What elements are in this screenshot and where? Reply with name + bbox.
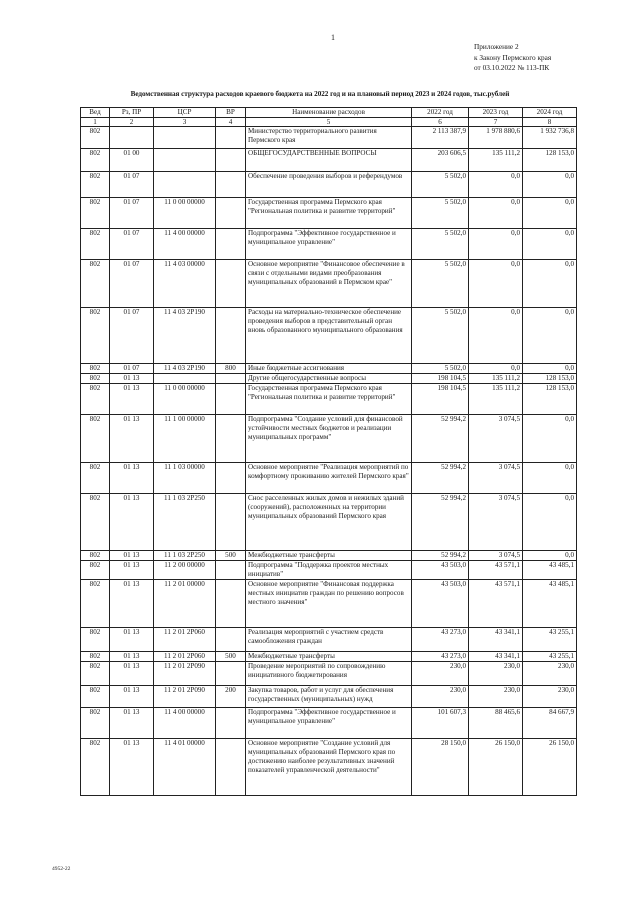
cell-2024: 0,0 xyxy=(523,415,577,463)
cell-vr xyxy=(216,149,246,172)
table-row xyxy=(81,580,577,628)
cell-csr: 11 4 00 00000 xyxy=(154,229,216,260)
cell-2023: 135 111,2 xyxy=(469,374,523,384)
cell-rz-pr: 01 13 xyxy=(110,551,154,561)
cell-rz-pr: 01 13 xyxy=(110,628,154,652)
table-row xyxy=(81,561,577,580)
cell-vr: 200 xyxy=(216,686,246,708)
cell-2024: 43 255,1 xyxy=(523,628,577,652)
cell-2024: 0,0 xyxy=(523,260,577,308)
cell-rz-pr: 01 13 xyxy=(110,652,154,662)
cell-ved: 802 xyxy=(81,463,110,494)
cell-ved: 802 xyxy=(81,708,110,739)
expenditure-table xyxy=(80,107,577,796)
cell-2024: 0,0 xyxy=(523,551,577,561)
cell-2023: 26 150,0 xyxy=(469,739,523,796)
page-number: 1 xyxy=(331,33,335,42)
cell-ved: 802 xyxy=(81,384,110,415)
cell-vr xyxy=(216,628,246,652)
cell-csr: 11 4 01 00000 xyxy=(154,739,216,796)
cell-csr xyxy=(154,127,216,149)
cell-rz-pr: 01 07 xyxy=(110,198,154,229)
cell-2023: 3 074,5 xyxy=(469,551,523,561)
cell-name: Основное мероприятие "Финансовая поддержка местных инициатив граждан по решению вопросов местного значения" xyxy=(246,580,412,628)
cell-ved: 802 xyxy=(81,628,110,652)
cell-rz-pr: 01 13 xyxy=(110,580,154,628)
annex-block xyxy=(474,42,551,74)
cell-2022: 203 606,5 xyxy=(412,149,469,172)
cell-2023: 3 074,5 xyxy=(469,463,523,494)
table-row xyxy=(81,229,577,260)
cell-2024: 43 485,1 xyxy=(523,580,577,628)
cell-rz-pr: 01 13 xyxy=(110,561,154,580)
cell-ved: 802 xyxy=(81,580,110,628)
cell-2022: 101 607,3 xyxy=(412,708,469,739)
cell-csr: 11 2 01 2P060 xyxy=(154,628,216,652)
cell-name: Подпрограмма "Создание условий для финансовой устойчивости местных бюджетов и реализации муниципальных программ" xyxy=(246,415,412,463)
cell-2022: 43 273,0 xyxy=(412,628,469,652)
cell-2024: 128 153,0 xyxy=(523,374,577,384)
cell-csr: 11 4 03 2P190 xyxy=(154,308,216,364)
cell-csr: 11 1 00 00000 xyxy=(154,415,216,463)
cell-vr xyxy=(216,415,246,463)
cell-2023: 3 074,5 xyxy=(469,415,523,463)
cell-2024: 230,0 xyxy=(523,686,577,708)
column-number: 4 xyxy=(216,118,246,127)
cell-ved: 802 xyxy=(81,551,110,561)
cell-2022: 5 502,0 xyxy=(412,308,469,364)
cell-vr xyxy=(216,463,246,494)
column-number: 3 xyxy=(154,118,216,127)
cell-name: Государственная программа Пермского края "Региональная политика и развитие территорий" xyxy=(246,384,412,415)
cell-rz-pr: 01 13 xyxy=(110,463,154,494)
cell-name: Расходы на материально-техническое обеспечение проведения выборов в представительный орган вновь образованного муниципального образования xyxy=(246,308,412,364)
cell-rz-pr: 01 13 xyxy=(110,708,154,739)
cell-2022: 52 994,2 xyxy=(412,551,469,561)
cell-name: Другие общегосударственные вопросы xyxy=(246,374,412,384)
cell-2024: 43 255,1 xyxy=(523,652,577,662)
cell-2024: 0,0 xyxy=(523,229,577,260)
cell-2022: 52 994,2 xyxy=(412,415,469,463)
cell-2023: 43 341,1 xyxy=(469,652,523,662)
table-row xyxy=(81,739,577,796)
cell-csr: 11 2 01 2P090 xyxy=(154,686,216,708)
cell-2024: 26 150,0 xyxy=(523,739,577,796)
table-row xyxy=(81,628,577,652)
cell-vr xyxy=(216,260,246,308)
cell-rz-pr xyxy=(110,127,154,149)
cell-ved: 802 xyxy=(81,415,110,463)
cell-2024: 0,0 xyxy=(523,198,577,229)
cell-2022: 5 502,0 xyxy=(412,172,469,198)
cell-csr: 11 4 03 00000 xyxy=(154,260,216,308)
column-number: 5 xyxy=(246,118,412,127)
cell-2023: 0,0 xyxy=(469,198,523,229)
cell-vr: 500 xyxy=(216,551,246,561)
cell-2023: 0,0 xyxy=(469,364,523,374)
table-row xyxy=(81,662,577,686)
header-2023: 2023 год xyxy=(469,108,523,118)
cell-csr: 11 1 03 2P250 xyxy=(154,551,216,561)
cell-vr xyxy=(216,229,246,260)
cell-vr xyxy=(216,172,246,198)
cell-2022: 5 502,0 xyxy=(412,260,469,308)
cell-2024: 84 667,9 xyxy=(523,708,577,739)
cell-vr xyxy=(216,374,246,384)
column-number: 8 xyxy=(523,118,577,127)
cell-2022: 5 502,0 xyxy=(412,229,469,260)
cell-csr: 11 2 01 2P090 xyxy=(154,662,216,686)
cell-rz-pr: 01 07 xyxy=(110,172,154,198)
table-row xyxy=(81,708,577,739)
cell-vr xyxy=(216,739,246,796)
cell-vr xyxy=(216,580,246,628)
cell-2022: 198 104,5 xyxy=(412,374,469,384)
cell-vr xyxy=(216,198,246,229)
cell-name: Закупка товаров, работ и услуг для обеспечения государственных (муниципальных) нужд xyxy=(246,686,412,708)
cell-name: Проведение мероприятий по сопровождению инициативного бюджетирования xyxy=(246,662,412,686)
header-2024: 2024 год xyxy=(523,108,577,118)
cell-csr: 11 2 00 00000 xyxy=(154,561,216,580)
cell-2022: 230,0 xyxy=(412,662,469,686)
cell-2023: 230,0 xyxy=(469,686,523,708)
cell-name: Межбюджетные трансферты xyxy=(246,652,412,662)
cell-2024: 230,0 xyxy=(523,662,577,686)
cell-csr xyxy=(154,172,216,198)
cell-2023: 43 571,1 xyxy=(469,561,523,580)
cell-ved: 802 xyxy=(81,662,110,686)
cell-csr: 11 4 00 00000 xyxy=(154,708,216,739)
cell-vr xyxy=(216,662,246,686)
cell-2022: 43 503,0 xyxy=(412,580,469,628)
cell-rz-pr: 01 07 xyxy=(110,260,154,308)
cell-2023: 43 341,1 xyxy=(469,628,523,652)
cell-name: Реализация мероприятий с участием средств самообложения граждан xyxy=(246,628,412,652)
table-row xyxy=(81,172,577,198)
table-row xyxy=(81,260,577,308)
table-row xyxy=(81,415,577,463)
annex-line-2: к Закону Пермского края xyxy=(474,52,552,62)
cell-name: Основное мероприятие "Финансовое обеспечение в связи с отдельными видами преобразования муниципальных образований в Пермском крае" xyxy=(246,260,412,308)
column-number: 6 xyxy=(412,118,469,127)
cell-ved: 802 xyxy=(81,494,110,551)
cell-2023: 43 571,1 xyxy=(469,580,523,628)
table-row xyxy=(81,652,577,662)
cell-vr: 800 xyxy=(216,364,246,374)
cell-ved: 802 xyxy=(81,198,110,229)
cell-2024: 43 485,1 xyxy=(523,561,577,580)
header-2022: 2022 год xyxy=(412,108,469,118)
cell-vr xyxy=(216,384,246,415)
cell-ved: 802 xyxy=(81,686,110,708)
cell-csr: 11 1 03 2P250 xyxy=(154,494,216,551)
header-name: Наименование расходов xyxy=(246,108,412,118)
cell-ved: 802 xyxy=(81,149,110,172)
annex-line-3: от 03.10.2022 № 113-ПК xyxy=(474,63,550,72)
header-ved: Вед xyxy=(81,108,110,118)
cell-2024: 128 153,0 xyxy=(523,149,577,172)
cell-2023: 0,0 xyxy=(469,308,523,364)
cell-2024: 0,0 xyxy=(523,463,577,494)
cell-vr: 500 xyxy=(216,652,246,662)
column-number: 7 xyxy=(469,118,523,127)
cell-2024: 0,0 xyxy=(523,172,577,198)
cell-ved: 802 xyxy=(81,652,110,662)
document-title: Ведомственная структура расходов краевого бюджета на 2022 год и на плановый период 2023 и 2024 годов, тыс.рублей xyxy=(130,90,510,98)
header-rz-pr: Рз, ПР xyxy=(110,108,154,118)
cell-2023: 0,0 xyxy=(469,229,523,260)
cell-2023: 135 111,2 xyxy=(469,384,523,415)
cell-name: Основное мероприятие "Реализация мероприятий по комфортному проживанию жителей Пермского края" xyxy=(246,463,412,494)
cell-2022: 198 104,5 xyxy=(412,384,469,415)
cell-csr: 11 0 00 00000 xyxy=(154,384,216,415)
cell-ved: 802 xyxy=(81,739,110,796)
cell-ved: 802 xyxy=(81,127,110,149)
cell-rz-pr: 01 07 xyxy=(110,229,154,260)
cell-2024: 0,0 xyxy=(523,364,577,374)
cell-2022: 52 994,2 xyxy=(412,494,469,551)
cell-2022: 52 994,2 xyxy=(412,463,469,494)
cell-csr xyxy=(154,374,216,384)
cell-2023: 0,0 xyxy=(469,172,523,198)
cell-2023: 3 074,5 xyxy=(469,494,523,551)
cell-vr xyxy=(216,494,246,551)
cell-rz-pr: 01 13 xyxy=(110,686,154,708)
cell-2023: 1 978 880,6 xyxy=(469,127,523,149)
table-row xyxy=(81,308,577,364)
cell-2024: 0,0 xyxy=(523,308,577,364)
cell-name: Межбюджетные трансферты xyxy=(246,551,412,561)
cell-2022: 28 150,0 xyxy=(412,739,469,796)
cell-2022: 43 503,0 xyxy=(412,561,469,580)
header-csr: ЦСР xyxy=(154,108,216,118)
cell-2024: 1 932 736,8 xyxy=(523,127,577,149)
cell-name: Подпрограмма "Поддержка проектов местных инициатив" xyxy=(246,561,412,580)
table-row xyxy=(81,384,577,415)
cell-ved: 802 xyxy=(81,308,110,364)
cell-vr xyxy=(216,561,246,580)
cell-name: Иные бюджетные ассигнования xyxy=(246,364,412,374)
table-row xyxy=(81,198,577,229)
cell-name: Министерство территориального развития Пермского края xyxy=(246,127,412,149)
cell-vr xyxy=(216,308,246,364)
cell-vr xyxy=(216,127,246,149)
cell-csr: 11 2 01 00000 xyxy=(154,580,216,628)
cell-csr: 11 4 03 2P190 xyxy=(154,364,216,374)
table-row xyxy=(81,463,577,494)
cell-name: Снос расселенных жилых домов и нежилых зданий (сооружений), расположенных на территории муниципальных образований Пермского края xyxy=(246,494,412,551)
cell-rz-pr: 01 13 xyxy=(110,374,154,384)
cell-name: Обеспечение проведения выборов и референдумов xyxy=(246,172,412,198)
cell-name: Подпрограмма "Эффективное государственное и муниципальное управление" xyxy=(246,229,412,260)
cell-ved: 802 xyxy=(81,374,110,384)
table-row xyxy=(81,127,577,149)
cell-2023: 0,0 xyxy=(469,260,523,308)
annex-line-1: Приложение 2 xyxy=(474,42,519,51)
cell-rz-pr: 01 00 xyxy=(110,149,154,172)
cell-2023: 135 111,2 xyxy=(469,149,523,172)
table-row xyxy=(81,551,577,561)
cell-rz-pr: 01 13 xyxy=(110,494,154,551)
cell-2022: 2 113 387,9 xyxy=(412,127,469,149)
cell-rz-pr: 01 07 xyxy=(110,364,154,374)
cell-2022: 5 502,0 xyxy=(412,198,469,229)
header-vr: ВР xyxy=(216,108,246,118)
cell-csr: 11 2 01 2P060 xyxy=(154,652,216,662)
cell-2022: 43 273,0 xyxy=(412,652,469,662)
cell-2022: 5 502,0 xyxy=(412,364,469,374)
footer-code: 4952-22 xyxy=(52,866,71,872)
column-number: 2 xyxy=(110,118,154,127)
cell-2023: 88 465,6 xyxy=(469,708,523,739)
column-number: 1 xyxy=(81,118,110,127)
cell-ved: 802 xyxy=(81,260,110,308)
cell-name: ОБЩЕГОСУДАРСТВЕННЫЕ ВОПРОСЫ xyxy=(246,149,412,172)
cell-2022: 230,0 xyxy=(412,686,469,708)
cell-name: Государственная программа Пермского края "Региональная политика и развитие территорий" xyxy=(246,198,412,229)
cell-2023: 230,0 xyxy=(469,662,523,686)
cell-ved: 802 xyxy=(81,364,110,374)
cell-csr: 11 0 00 00000 xyxy=(154,198,216,229)
table-body xyxy=(81,127,577,796)
cell-csr xyxy=(154,149,216,172)
cell-rz-pr: 01 13 xyxy=(110,384,154,415)
cell-name: Подпрограмма "Эффективное государственное и муниципальное управление" xyxy=(246,708,412,739)
cell-vr xyxy=(216,708,246,739)
table-row xyxy=(81,364,577,374)
header-row xyxy=(81,108,577,118)
cell-2024: 128 153,0 xyxy=(523,384,577,415)
cell-ved: 802 xyxy=(81,561,110,580)
cell-rz-pr: 01 13 xyxy=(110,415,154,463)
cell-ved: 802 xyxy=(81,172,110,198)
cell-rz-pr: 01 13 xyxy=(110,662,154,686)
table-row xyxy=(81,374,577,384)
table-row xyxy=(81,686,577,708)
cell-csr: 11 1 03 00000 xyxy=(154,463,216,494)
table-row xyxy=(81,149,577,172)
cell-rz-pr: 01 13 xyxy=(110,739,154,796)
cell-ved: 802 xyxy=(81,229,110,260)
cell-name: Основное мероприятие "Создание условий для муниципальных образований Пермского края по достижению наиболее результативных значений показателей управленческой деятельности" xyxy=(246,739,412,796)
column-number-row xyxy=(81,118,577,127)
table-row xyxy=(81,494,577,551)
cell-rz-pr: 01 07 xyxy=(110,308,154,364)
cell-2024: 0,0 xyxy=(523,494,577,551)
